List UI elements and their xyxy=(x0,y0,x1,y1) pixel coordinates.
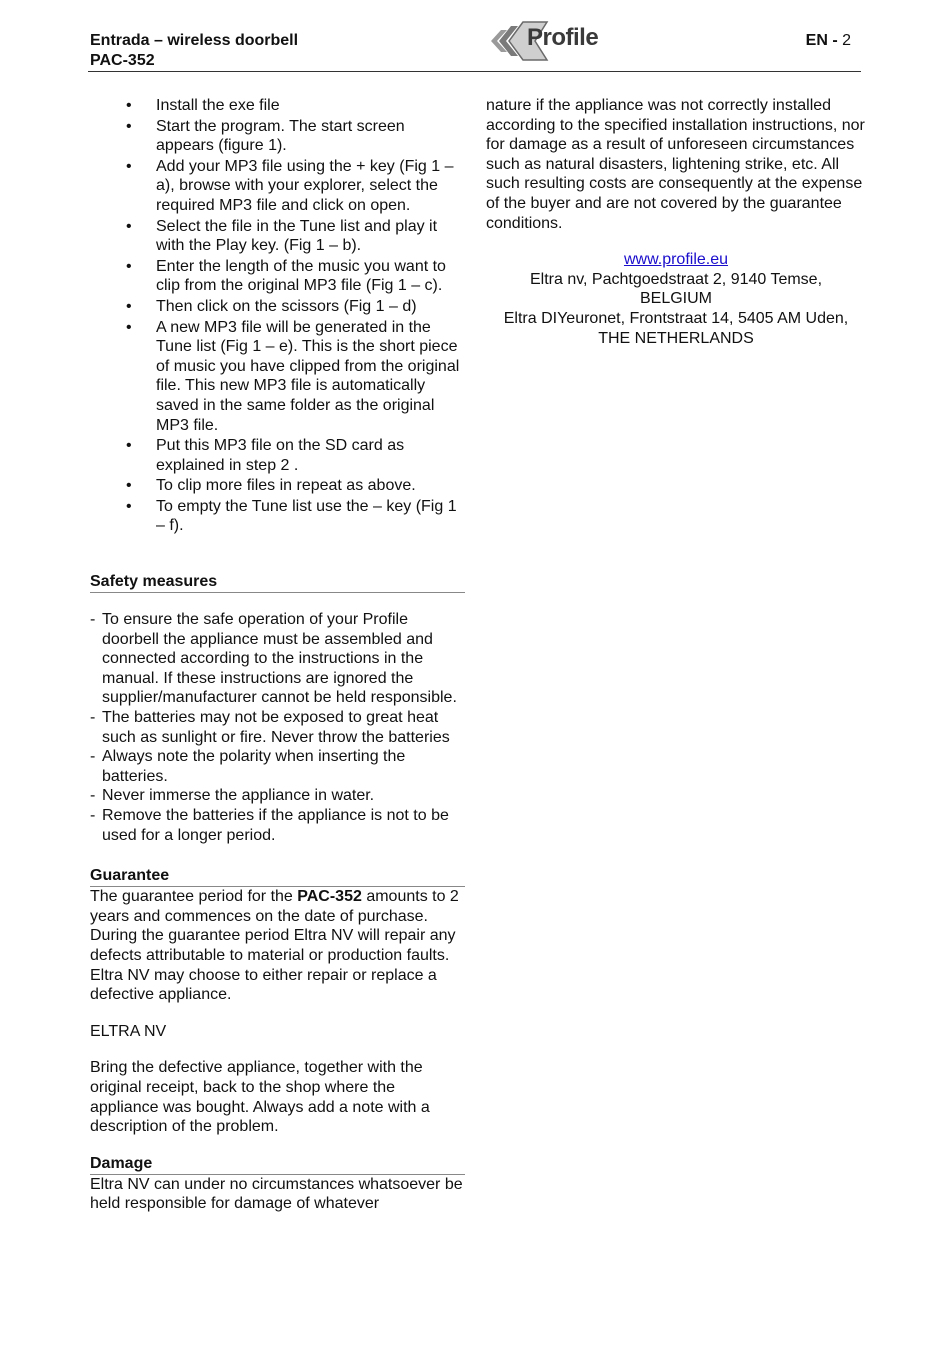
website-link[interactable]: www.profile.eu xyxy=(623,251,729,269)
safety-list xyxy=(90,610,466,845)
dash-icon: - xyxy=(90,748,96,766)
bullet-icon: • xyxy=(126,217,132,235)
dash-icon: - xyxy=(90,787,96,805)
address-belgium-street: Eltra nv, Pachtgoedstraat 2, 9140 Temse, xyxy=(529,270,823,288)
profile-logo xyxy=(487,16,599,68)
language-code: EN - xyxy=(805,32,838,49)
address-belgium-country: BELGIUM xyxy=(639,290,712,308)
dash-icon: - xyxy=(90,807,96,824)
list-item: • Enter the length of the music you want to clip from the original MP3 file (Fig 1 – c). xyxy=(126,257,446,295)
list-item: - Never immerse the appliance in water. xyxy=(90,787,375,805)
damage-paragraph-continued: nature if the appliance was not correctly installed according to the specified installation instructions, nor for damage as a result of unforeseen circumstances such as natural disasters, lightening strike, etc. All such resulting costs are consequently at the expense of the buyer and are not covered by the guarantee conditions. xyxy=(486,97,865,232)
header-divider xyxy=(88,71,861,72)
list-item: - Always note the polarity when inserting the batteries. xyxy=(90,748,406,785)
bullet-icon: • xyxy=(126,477,132,495)
list-item: • Put this MP3 file on the SD card as explained in step 2 . xyxy=(126,437,405,474)
list-item: - Remove the batteries if the appliance is not to be used for a longer period. xyxy=(90,807,449,844)
bullet-icon: • xyxy=(126,157,132,175)
bullet-icon: • xyxy=(126,297,132,315)
list-item: • A new MP3 file will be generated in the Tune list (Fig 1 – e). This is the short piece of music you have clipped from the original file. This new MP3 file is automatically saved in the same folder as the original MP3 file. xyxy=(126,318,460,434)
bullet-icon: • xyxy=(126,318,132,336)
company-name: ELTRA NV xyxy=(90,1022,167,1040)
return-instructions: Bring the defective appliance, together with the original receipt, back to the shop where the appliance was bought. Always add a note with a description of the problem. xyxy=(90,1059,430,1136)
left-column xyxy=(90,96,466,1214)
bullet-icon: • xyxy=(126,117,132,135)
document-title xyxy=(90,31,298,71)
list-item: • Add your MP3 file using the + key (Fig 1 – a), browse with your explorer, select the required MP3 file and click on open. xyxy=(126,157,454,214)
product-name: Entrada – wireless doorbell xyxy=(90,32,299,49)
guarantee-paragraph: The guarantee period for the PAC-352 amounts to 2 years and commences on the date of purchase. During the guarantee period Eltra NV will repair any defects attributable to material or production faults. Eltra NV may choose to either repair or replace a defective appliance. xyxy=(90,888,459,1004)
model-number-inline: PAC-352 xyxy=(297,888,362,906)
model-number: PAC-352 xyxy=(90,52,155,69)
dash-icon: - xyxy=(90,611,96,629)
bullet-icon: • xyxy=(126,257,132,275)
instruction-steps xyxy=(90,96,466,536)
logo-wordmark: Profile xyxy=(527,24,599,51)
list-item: • Start the program. The start screen appears (figure 1). xyxy=(126,117,405,155)
list-item: • Then click on the scissors (Fig 1 – d) xyxy=(126,297,417,315)
address-netherlands-country: THE NETHERLANDS xyxy=(598,329,754,347)
page-indicator xyxy=(806,31,851,51)
contact-block xyxy=(486,250,866,348)
dash-icon: - xyxy=(90,709,96,727)
page-number: 2 xyxy=(842,32,851,49)
bullet-icon: • xyxy=(126,437,132,455)
damage-paragraph-start: Eltra NV can under no circumstances whatsoever be held responsible for damage of whatever xyxy=(90,1175,463,1213)
list-item: - The batteries may not be exposed to great heat such as sunlight or fire. Never throw the batteries xyxy=(90,709,450,746)
list-item: - To ensure the safe operation of your Profile doorbell the appliance must be assembled and connected according to the instructions in the manual. If these instructions are ignored the supplier/manufacturer cannot be held responsible. xyxy=(90,611,457,707)
list-item: • To empty the Tune list use the – key (Fig 1 – f). xyxy=(126,497,457,535)
bullet-icon: • xyxy=(126,97,132,114)
right-column xyxy=(486,96,866,348)
bullet-icon: • xyxy=(126,497,132,515)
address-netherlands-street: Eltra DIYeuronet, Frontstraat 14, 5405 AM Uden, xyxy=(503,309,849,327)
safety-heading: Safety measures xyxy=(90,572,465,593)
damage-heading: Damage xyxy=(90,1154,465,1175)
list-item: • Install the exe file xyxy=(126,97,280,114)
list-item: • To clip more files in repeat as above. xyxy=(126,477,416,495)
list-item: • Select the file in the Tune list and play it with the Play key. (Fig 1 – b). xyxy=(126,217,438,255)
guarantee-heading: Guarantee xyxy=(90,866,465,887)
